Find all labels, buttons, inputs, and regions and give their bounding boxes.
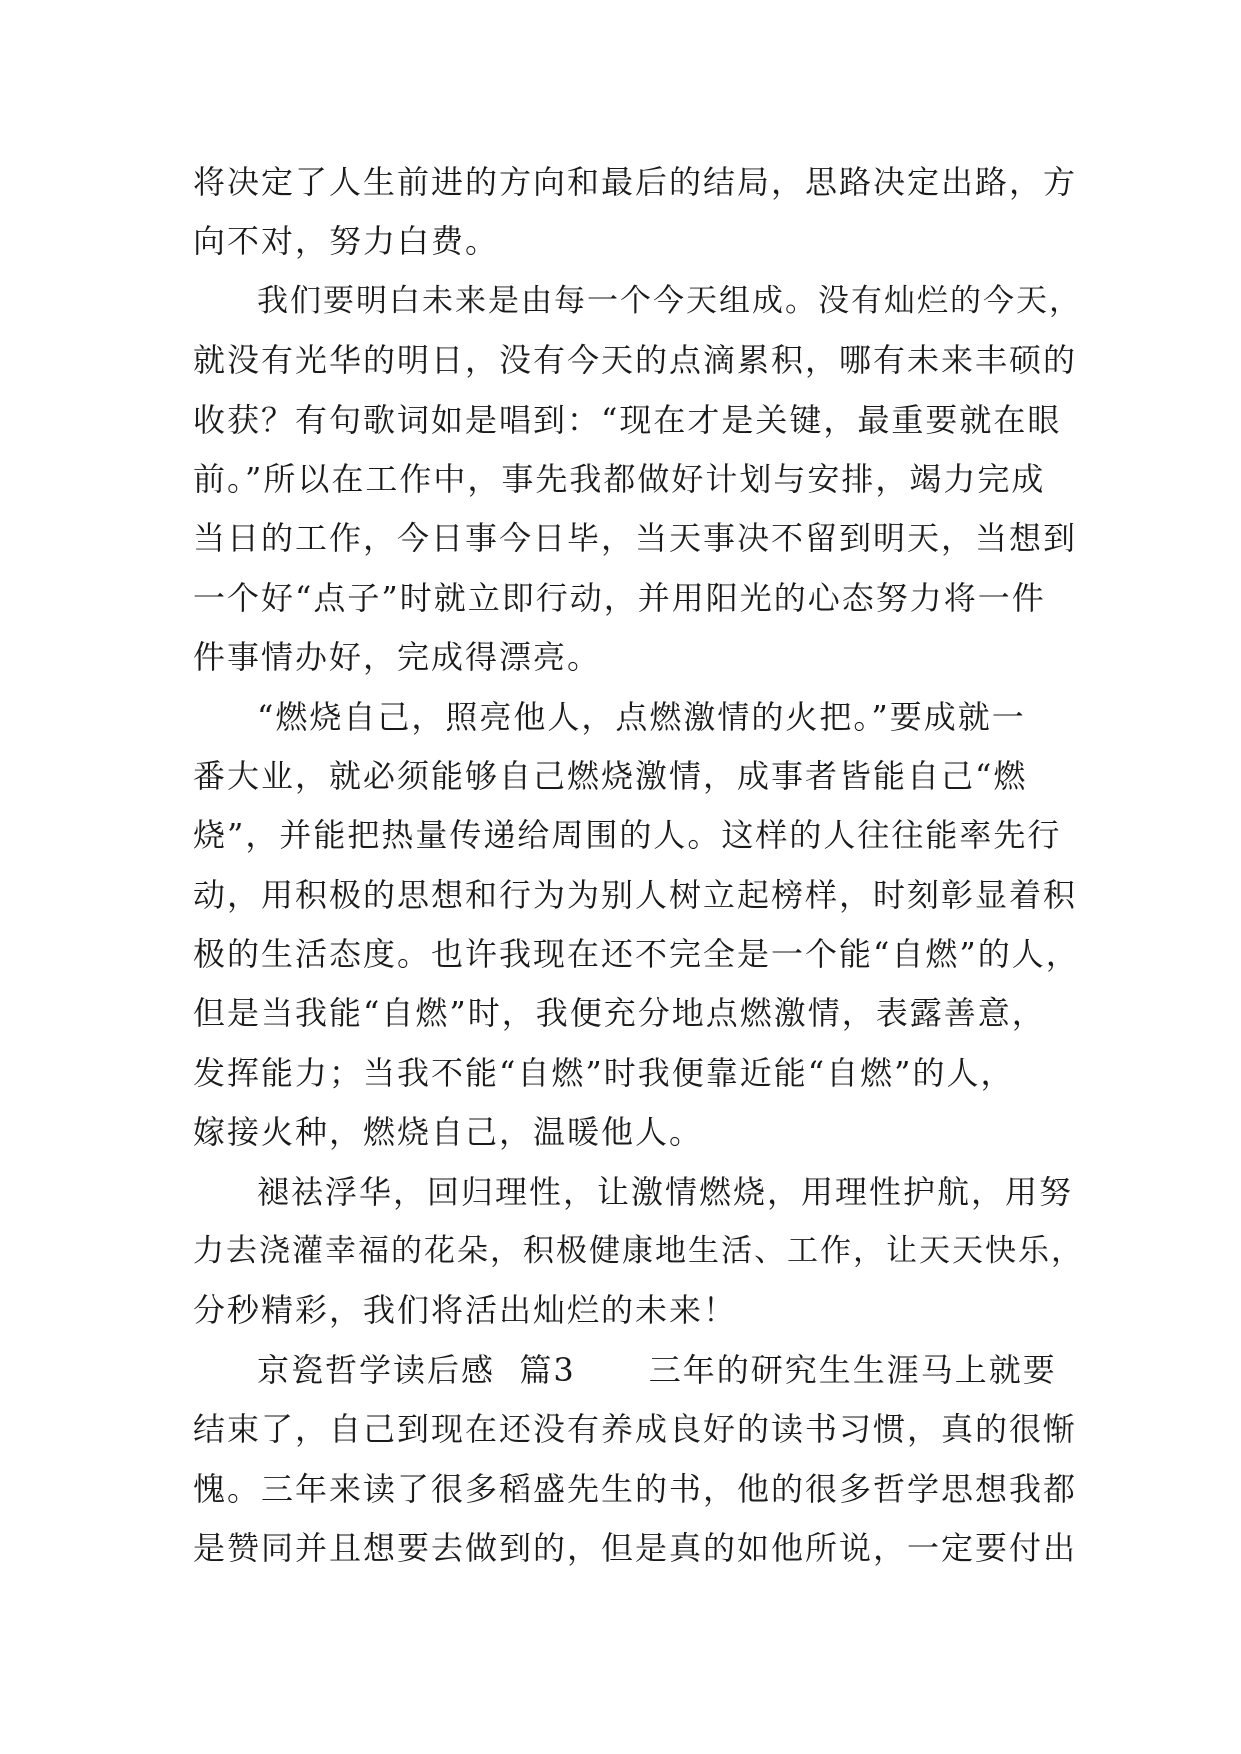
text-line: 嫁接火种，燃烧自己，温暖他人。 <box>193 1113 704 1152</box>
text-line: 京瓷哲学读后感 篇3 三年的研究生生涯马上就要 <box>257 1350 1057 1389</box>
text-line: “燃烧自己，照亮他人，点燃激情的火把。”要成就一 <box>257 697 1026 736</box>
text-line: 收获？有句歌词如是唱到：“现在才是关键，最重要就在眼 <box>193 400 1062 439</box>
text-line: 烧”，并能把热量传递给周围的人。这样的人往往能率先行 <box>193 816 1062 855</box>
text-line: 极的生活态度。也许我现在还不完全是一个能“自燃”的人， <box>193 935 1080 974</box>
text-line: 结束了，自己到现在还没有养成良好的读书习惯，真的很惭 <box>193 1410 1078 1449</box>
text-line: 我们要明白未来是由每一个今天组成。没有灿烂的今天， <box>257 282 1082 319</box>
text-line: 将决定了人生前进的方向和最后的结局，思路决定出路，方 <box>193 163 1078 201</box>
text-line: 前。”所以在工作中，事先我都做好计划与安排，竭力完成 <box>193 459 1046 498</box>
text-line: 番大业，就必须能够自己燃烧激情，成事者皆能自己“燃 <box>193 756 1028 795</box>
text-line: 是赞同并且想要去做到的，但是真的如他所说，一定要付出 <box>193 1528 1078 1567</box>
text-line: 但是当我能“自燃”时，我便充分地点燃激情，表露善意， <box>193 994 1046 1033</box>
text-line: 动，用积极的思想和行为为别人树立起榜样，时刻彰显着积 <box>193 875 1078 914</box>
text-line: 褪祛浮华，回归理性，让激情燃烧，用理性护航，用努 <box>257 1172 1074 1211</box>
text-line: 一个好“点子”时就立即行动，并用阳光的心态努力将一件 <box>193 578 1046 617</box>
text-line: 分秒精彩，我们将活出灿烂的未来！ <box>193 1291 738 1330</box>
text-line: 当日的工作，今日事今日毕，当天事决不留到明天，当想到 <box>193 519 1078 558</box>
text-line: 就没有光华的明日，没有今天的点滴累积，哪有未来丰硕的 <box>193 341 1078 380</box>
text-line: 力去浇灌幸福的花朵，积极健康地生活、工作，让天天快乐， <box>193 1233 1084 1270</box>
text-line: 发挥能力；当我不能“自燃”时我便靠近能“自燃”的人， <box>193 1053 1015 1092</box>
body-text <box>193 162 1093 1587</box>
text-line: 愧。三年来读了很多稻盛先生的书，他的很多哲学思想我都 <box>193 1469 1078 1508</box>
text-line: 件事情办好，完成得漂亮。 <box>193 638 602 677</box>
text-line: 向不对，努力白费。 <box>193 222 500 261</box>
